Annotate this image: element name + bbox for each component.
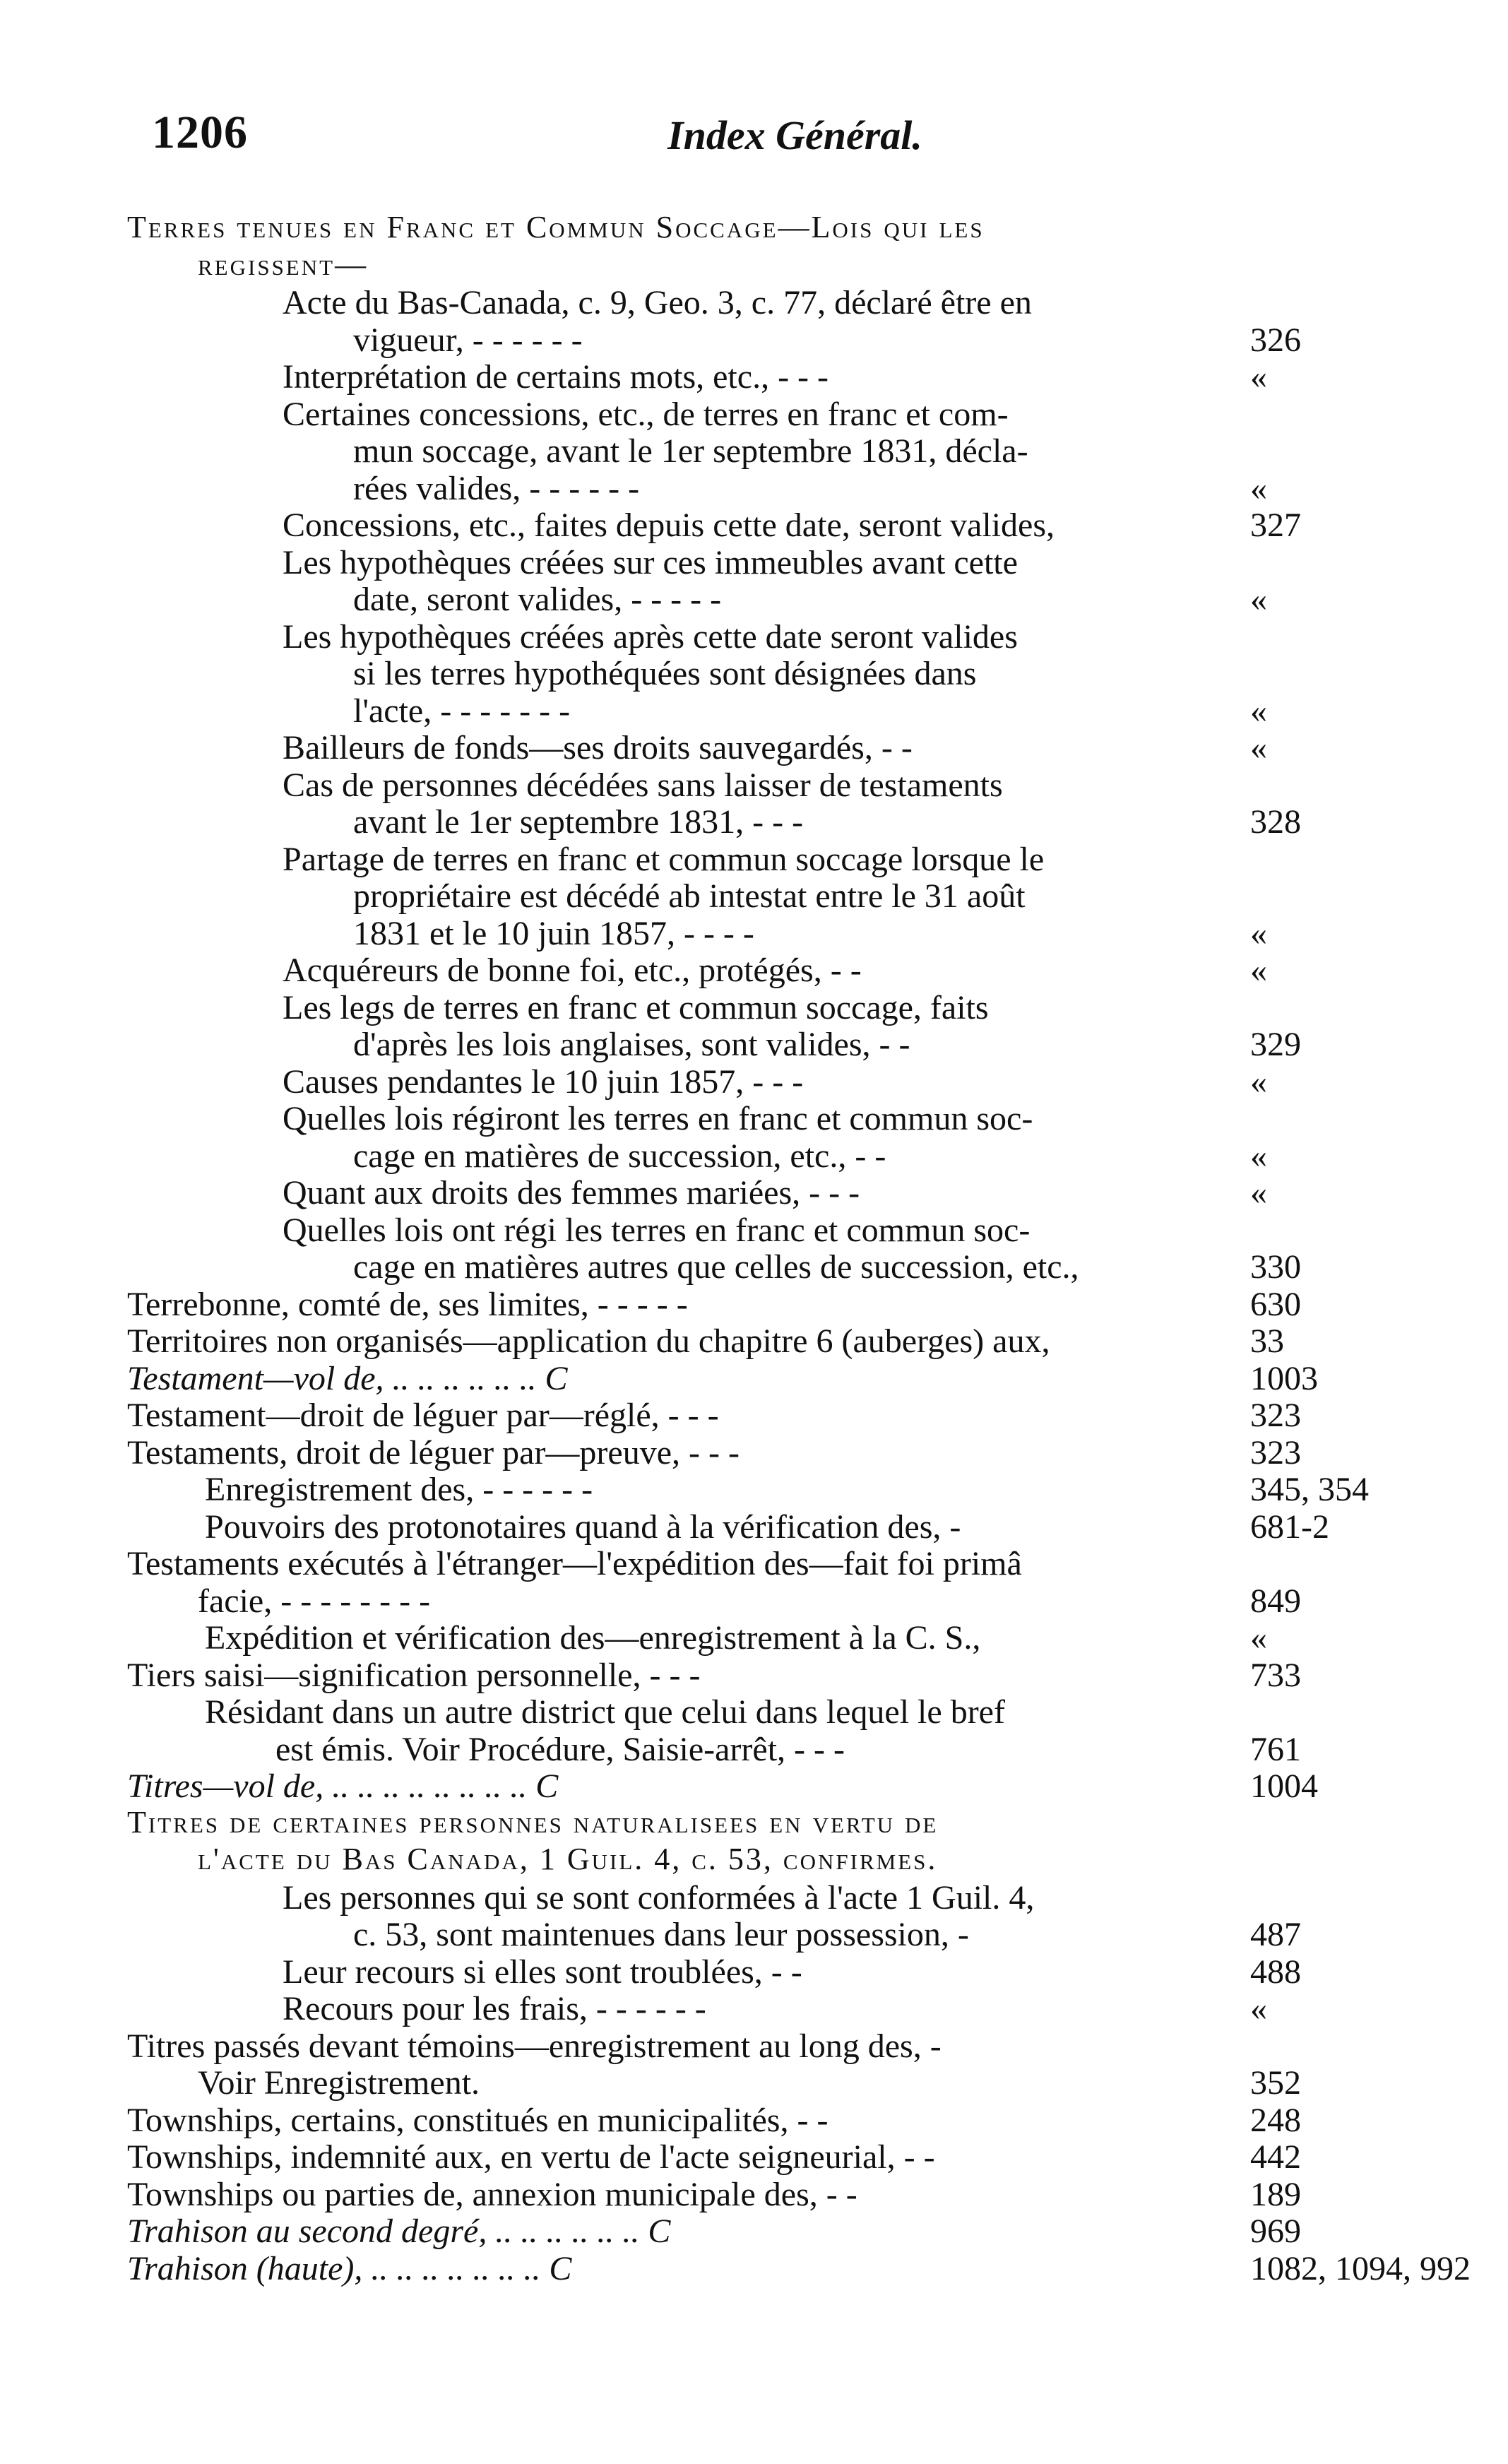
entry-continuation-line: facie, - - - - - - - - (198, 1582, 431, 1620)
page-reference: « (1250, 1137, 1267, 1175)
entry-continuation-line: l'acte du Bas Canada, 1 Guil. 4, c. 53, confirmes. (198, 1842, 938, 1876)
page-reference: « (1250, 469, 1267, 507)
entry-heading-line: Testaments, droit de léguer par—preuve, - - - (127, 1433, 740, 1471)
entry-heading-line: Acte du Bas-Canada, c. 9, Geo. 3, c. 77, déclaré être en (283, 284, 1032, 321)
page-reference: 442 (1250, 2138, 1301, 2176)
entry-heading-line: Titres de certaines personnes naturalisees en vertu de (127, 1804, 939, 1840)
page-reference: 681-2 (1250, 1508, 1329, 1546)
page-reference: 488 (1250, 1953, 1301, 1991)
entry-continuation-line: cage en matières de succession, etc., - - (353, 1137, 886, 1175)
entry-heading-line: Certaines concessions, etc., de terres en franc et com- (283, 395, 1009, 433)
page-reference: 327 (1250, 507, 1301, 544)
entry-continuation-line: rées valides, - - - - - - (353, 469, 640, 507)
entry-heading-line: Bailleurs de fonds—ses droits sauvegardés, - - (283, 729, 913, 766)
page-reference: 323 (1250, 1433, 1301, 1471)
entry-heading-line: Les legs de terres en franc et commun soccage, faits (283, 988, 989, 1026)
entry-continuation-line: est émis. Voir Procédure, Saisie-arrêt, - - - (275, 1730, 845, 1768)
page-reference: 1082, 1094, 992 (1250, 2249, 1471, 2287)
entry-continuation-line: cage en matières autres que celles de succession, etc., (353, 1248, 1079, 1286)
entry-heading-line: Quelles lois régiront les terres en franc et commun soc- (283, 1100, 1033, 1137)
entry-heading-line: Interprétation de certains mots, etc., - - - (283, 358, 829, 396)
entry-heading-line: Recours pour les frais, - - - - - - (283, 1990, 706, 2027)
entry-heading-line: Titres passés devant témoins—enregistrement au long des, - (127, 2027, 942, 2065)
entry-continuation-line: 1831 et le 10 juin 1857, - - - - (353, 914, 754, 952)
entry-heading-line: Titres—vol de, .. .. .. .. .. .. .. .. C (127, 1767, 559, 1805)
page-reference: 1003 (1250, 1359, 1318, 1397)
entry-heading-line: Townships, indemnité aux, en vertu de l'acte seigneurial, - - (127, 2138, 935, 2176)
page-reference: 329 (1250, 1026, 1301, 1063)
page-reference: « (1250, 729, 1267, 766)
page-reference: 326 (1250, 321, 1301, 359)
entry-heading-line: Territoires non organisés—application du chapitre 6 (auberges) aux, (127, 1322, 1050, 1360)
entry-heading-line: Pouvoirs des protonotaires quand à la vérification des, - (205, 1508, 961, 1546)
page-reference: 630 (1250, 1285, 1301, 1323)
entry-heading-line: Trahison au second degré, .. .. .. .. .. .. C (127, 2213, 671, 2250)
page-reference: 969 (1250, 2213, 1301, 2250)
entry-continuation-line: vigueur, - - - - - - (353, 321, 583, 359)
page-reference: « (1250, 914, 1267, 952)
entry-heading-line: Leur recours si elles sont troublées, - - (283, 1953, 802, 1991)
entry-heading-line: Testament—droit de léguer par—réglé, - - - (127, 1397, 719, 1434)
entry-heading-line: Les personnes qui se sont conformées à l'acte 1 Guil. 4, (283, 1878, 1035, 1917)
entry-continuation-line: avant le 1er septembre 1831, - - - (353, 803, 804, 841)
page-reference: 248 (1250, 2101, 1301, 2139)
entry-heading-line: Concessions, etc., faites depuis cette date, seront valides, (283, 507, 1055, 544)
entry-continuation-line: mun soccage, avant le 1er septembre 1831, décla- (353, 432, 1028, 470)
page-reference: 761 (1250, 1730, 1301, 1768)
page-reference: « (1250, 1174, 1267, 1212)
page-reference: 330 (1250, 1248, 1301, 1286)
entry-heading-line: Terrebonne, comté de, ses limites, - - - - - (127, 1285, 688, 1323)
page-reference: 323 (1250, 1397, 1301, 1434)
page-reference: 733 (1250, 1656, 1301, 1694)
entry-heading-line: Trahison (haute), .. .. .. .. .. .. .. C (127, 2249, 572, 2287)
page-number: 1206 (152, 107, 248, 158)
page-reference: « (1250, 1619, 1267, 1657)
page-reference: 33 (1250, 1322, 1284, 1360)
page-reference: « (1250, 581, 1267, 618)
entry-heading-line: Expédition et vérification des—enregistrement à la C. S., (205, 1619, 981, 1657)
entry-continuation-line: propriétaire est décédé ab intestat entre le 31 août (353, 877, 1026, 915)
page-reference: « (1250, 1990, 1267, 2027)
page-reference: 849 (1250, 1582, 1301, 1620)
page-reference: « (1250, 358, 1267, 396)
entry-heading-line: Tiers saisi—signification personnelle, - - - (127, 1656, 701, 1694)
entry-continuation-line: si les terres hypothéquées sont désignées dans (353, 655, 977, 692)
entry-heading-line: Quelles lois ont régi les terres en franc et commun soc- (283, 1211, 1031, 1249)
entry-continuation-line: l'acte, - - - - - - - (353, 692, 571, 730)
page-reference: « (1250, 692, 1267, 730)
entry-heading-line: Terres tenues en Franc et Commun Soccage—Lois qui les (127, 210, 985, 244)
entry-heading-line: Townships, certains, constitués en municipalités, - - (127, 2101, 829, 2139)
entry-heading-line: Les hypothèques créées après cette date seront valides (283, 617, 1018, 656)
page-reference: 487 (1250, 1916, 1301, 1953)
entry-continuation-line: date, seront valides, - - - - - (353, 581, 722, 618)
entry-heading-line: Testament—vol de, .. .. .. .. .. .. C (127, 1359, 568, 1397)
entry-continuation-line: Voir Enregistrement. (198, 2064, 480, 2102)
page-reference: 189 (1250, 2175, 1301, 2213)
entry-heading-line: Acquéreurs de bonne foi, etc., protégés, - - (283, 952, 862, 989)
page-reference: « (1250, 1062, 1267, 1101)
entry-heading-line: Testaments exécutés à l'étranger—l'expédition des—fait foi primâ (127, 1545, 1022, 1582)
running-title: Index Général. (667, 112, 922, 158)
entry-heading-line: Quant aux droits des femmes mariées, - - - (283, 1174, 860, 1212)
page-reference: 352 (1250, 2064, 1301, 2102)
page-reference: 345, 354 (1250, 1471, 1369, 1508)
entry-continuation-line: regissent— (198, 247, 369, 282)
entry-heading-line: Cas de personnes décédées sans laisser de testaments (283, 766, 1003, 804)
entry-heading-line: Résidant dans un autre district que celui dans lequel le bref (205, 1693, 1005, 1731)
page-reference: « (1250, 952, 1267, 989)
entry-heading-line: Les hypothèques créées sur ces immeubles avant cette (283, 543, 1018, 581)
entry-continuation-line: c. 53, sont maintenues dans leur possession, - (353, 1916, 969, 1953)
entry-heading-line: Townships ou parties de, annexion municipale des, - - (127, 2175, 857, 2213)
entry-heading-line: Partage de terres en franc et commun soccage lorsque le (283, 840, 1045, 878)
entry-heading-line: Causes pendantes le 10 juin 1857, - - - (283, 1062, 804, 1101)
entry-continuation-line: d'après les lois anglaises, sont valides, - - (353, 1026, 910, 1063)
page-reference: 1004 (1250, 1767, 1318, 1805)
entry-heading-line: Enregistrement des, - - - - - - (205, 1471, 593, 1508)
page-reference: 328 (1250, 803, 1301, 841)
